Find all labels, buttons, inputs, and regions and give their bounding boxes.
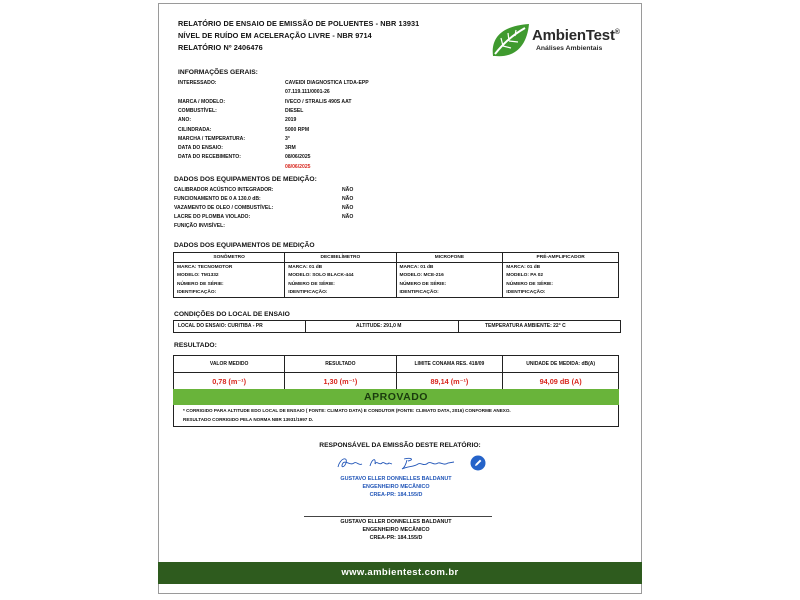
general-label: MARCA / MODELO: bbox=[178, 98, 226, 105]
report-subtitle: NÍVEL DE RUÍDO EM ACELERAÇÃO LIVRE - NBR 9714 bbox=[178, 31, 372, 40]
location-box bbox=[173, 320, 621, 333]
general-value: DIESEL bbox=[285, 107, 304, 114]
general-label: MARCHA / TEMPERATURA: bbox=[178, 135, 246, 142]
result-col-limit: LIMITE CONAMA RES. 418/09 bbox=[396, 356, 503, 373]
digital-signature-icon bbox=[470, 455, 486, 471]
check-label: LACRE DO PLOMBA VIOLADO: bbox=[174, 214, 251, 220]
equipment-row bbox=[174, 280, 619, 289]
approved-banner: APROVADO bbox=[173, 389, 619, 405]
general-value: IVECO / STRALIS 490S AAT bbox=[285, 98, 352, 105]
ambientest-logo bbox=[489, 20, 629, 60]
result-col-unit: UNIDADE DE MEDIDA: dB(A) bbox=[503, 356, 619, 373]
equipment-cell: MODELO: TM1332 bbox=[174, 272, 285, 281]
general-label: DATA DO ENSAIO: bbox=[178, 145, 223, 152]
general-value: 2019 bbox=[285, 117, 297, 124]
logo-subtitle: Análises Ambientais bbox=[536, 45, 603, 52]
result-measured-value: 0,78 (m⁻¹) bbox=[174, 373, 285, 390]
check-label: CALIBRADOR ACÚSTICO INTEGRADOR: bbox=[174, 187, 274, 193]
check-label: VAZAMENTO DE OLEO / COMBUSTÍVEL: bbox=[174, 205, 274, 211]
footer-url: www.ambientest.com.br bbox=[158, 562, 642, 584]
equipment-cell: NÚMERO DE SÉRIE: bbox=[503, 280, 619, 289]
report-number: RELATÓRIO Nº 2406476 bbox=[178, 43, 263, 52]
equipment-table bbox=[173, 252, 619, 298]
general-label: CILINDRADA: bbox=[178, 126, 212, 133]
location-heading: CONDIÇÕES DO LOCAL DE ENSAIO bbox=[174, 311, 290, 318]
equipment-row bbox=[174, 263, 619, 272]
equipment-cell: MODELO: SOLO BLACK-444 bbox=[285, 272, 396, 281]
general-label: INTERESSADO: bbox=[178, 80, 217, 86]
general-value: 07.119.111/0001-26 bbox=[285, 89, 330, 96]
check-label: FUNIÇÃO INVISÍVEL: bbox=[174, 223, 225, 229]
general-value: 3RM bbox=[285, 145, 296, 152]
signer-crea: CREA-PR: 184.155/D bbox=[369, 535, 423, 541]
check-label: FUNCIONAMENTO DE 0 A 130.0 dB: bbox=[174, 196, 261, 202]
logo-name: AmbienTest® bbox=[532, 27, 620, 44]
result-value: 1,30 (m⁻¹) bbox=[285, 373, 396, 390]
check-value: NÃO bbox=[342, 214, 354, 220]
equipment-col-microfone: MICROFONE bbox=[396, 253, 503, 263]
equipment-cell: MODELO: MCE-216 bbox=[396, 272, 503, 281]
equipment-col-decibelimetro: DECIBELÍMETRO bbox=[285, 253, 396, 263]
location-divider bbox=[458, 321, 459, 332]
result-unit-value: 94,09 dB (A) bbox=[503, 373, 619, 390]
report-title: RELATÓRIO DE ENSAIO DE EMISSÃO DE POLUENTES - NBR 13931 bbox=[178, 19, 420, 28]
equipment-cell: MODELO: PA 02 bbox=[503, 272, 619, 281]
result-col-measured: VALOR MEDIDO bbox=[174, 356, 285, 373]
equipment-cell: MARCA: 01 dB bbox=[285, 263, 396, 272]
equipment-col-preamplificador: PRÉ-AMPLIFICADOR bbox=[503, 253, 619, 263]
general-value: CAVEIDI DIAGNOSTICA LTDA-EPP bbox=[285, 80, 369, 86]
equipment-cell: NÚMERO DE SÉRIE: bbox=[174, 280, 285, 289]
equipment-row bbox=[174, 272, 619, 281]
result-limit-value: 89,14 (m⁻¹) bbox=[396, 373, 503, 390]
equipment-col-sonometro: SONÔMETRO bbox=[174, 253, 285, 263]
location-altitude: ALTITUDE: 291,0 M bbox=[356, 323, 402, 329]
result-note-1: * CORRIGIDO PARA ALTITUDE EDO LOCAL DE ENSAIO ( FONTE: CLIMATO DATA) E CONDUTOR (FONTE: CLIMATO DATA, 2016) CONFORME ANEXO. bbox=[183, 408, 511, 413]
result-table bbox=[173, 355, 619, 390]
signature-line bbox=[304, 516, 492, 517]
general-value: 5000 RPM bbox=[285, 126, 310, 133]
leaf-icon bbox=[489, 20, 531, 60]
general-value: 08/06/2025 bbox=[285, 154, 311, 161]
digital-signer-crea: CREA-PR: 184.155/D bbox=[369, 492, 423, 498]
equipment-heading: DADOS DOS EQUIPAMENTOS DE MEDIÇÃO bbox=[174, 242, 315, 249]
equipment-cell: IDENTIFICAÇÃO: bbox=[285, 289, 396, 298]
general-label: COMBUSTÍVEL: bbox=[178, 107, 217, 114]
signer-role: ENGENHEIRO MECÂNICO bbox=[362, 527, 430, 533]
general-label: DATA DO RECEBIMENTO: bbox=[178, 154, 241, 161]
signature-heading: RESPONSÁVEL DA EMISSÃO DESTE RELATÓRIO: bbox=[319, 442, 481, 449]
checks-heading: DADOS DOS EQUIPAMENTOS DE MEDIÇÃO: bbox=[174, 176, 317, 183]
location-temperature: TEMPERATURA AMBIENTE: 22° C bbox=[485, 323, 566, 329]
equipment-cell: IDENTIFICAÇÃO: bbox=[503, 289, 619, 298]
result-heading: RESULTADO: bbox=[174, 342, 217, 349]
equipment-cell: IDENTIFICAÇÃO: bbox=[174, 289, 285, 298]
equipment-cell: MARCA: 01 dB bbox=[396, 263, 503, 272]
check-value: NÃO bbox=[342, 196, 354, 202]
location-divider bbox=[305, 321, 306, 332]
general-heading: INFORMAÇÕES GERAIS: bbox=[178, 69, 258, 76]
equipment-cell: MARCA: TECNOMOTOR bbox=[174, 263, 285, 272]
handwritten-signature bbox=[334, 454, 462, 472]
report-page bbox=[158, 3, 642, 594]
general-value: 3° bbox=[285, 135, 290, 142]
general-label: ANO: bbox=[178, 117, 192, 124]
general-value: 08/06/2025 bbox=[285, 163, 311, 170]
signer-name: GUSTAVO ELLER DONNELLES BALDANUT bbox=[340, 519, 452, 525]
equipment-row bbox=[174, 289, 619, 298]
equipment-cell: NÚMERO DE SÉRIE: bbox=[396, 280, 503, 289]
result-col-result: RESULTADO bbox=[285, 356, 396, 373]
location-place: LOCAL DO ENSAIO: CURITIBA - PR bbox=[178, 323, 263, 329]
digital-signer-name: GUSTAVO ELLER DONNELLES BALDANUT bbox=[340, 476, 452, 482]
equipment-cell: MARCA: 01 dB bbox=[503, 263, 619, 272]
digital-signer-role: ENGENHEIRO MECÂNICO bbox=[362, 484, 430, 490]
check-value: NÃO bbox=[342, 205, 354, 211]
result-notes bbox=[173, 405, 619, 427]
equipment-cell: NÚMERO DE SÉRIE: bbox=[285, 280, 396, 289]
result-note-2: RESULTADO CORRIGIDO PELA NORMA NBR 13931/1997 D. bbox=[183, 417, 314, 422]
equipment-cell: IDENTIFICAÇÃO: bbox=[396, 289, 503, 298]
check-value: NÃO bbox=[342, 187, 354, 193]
